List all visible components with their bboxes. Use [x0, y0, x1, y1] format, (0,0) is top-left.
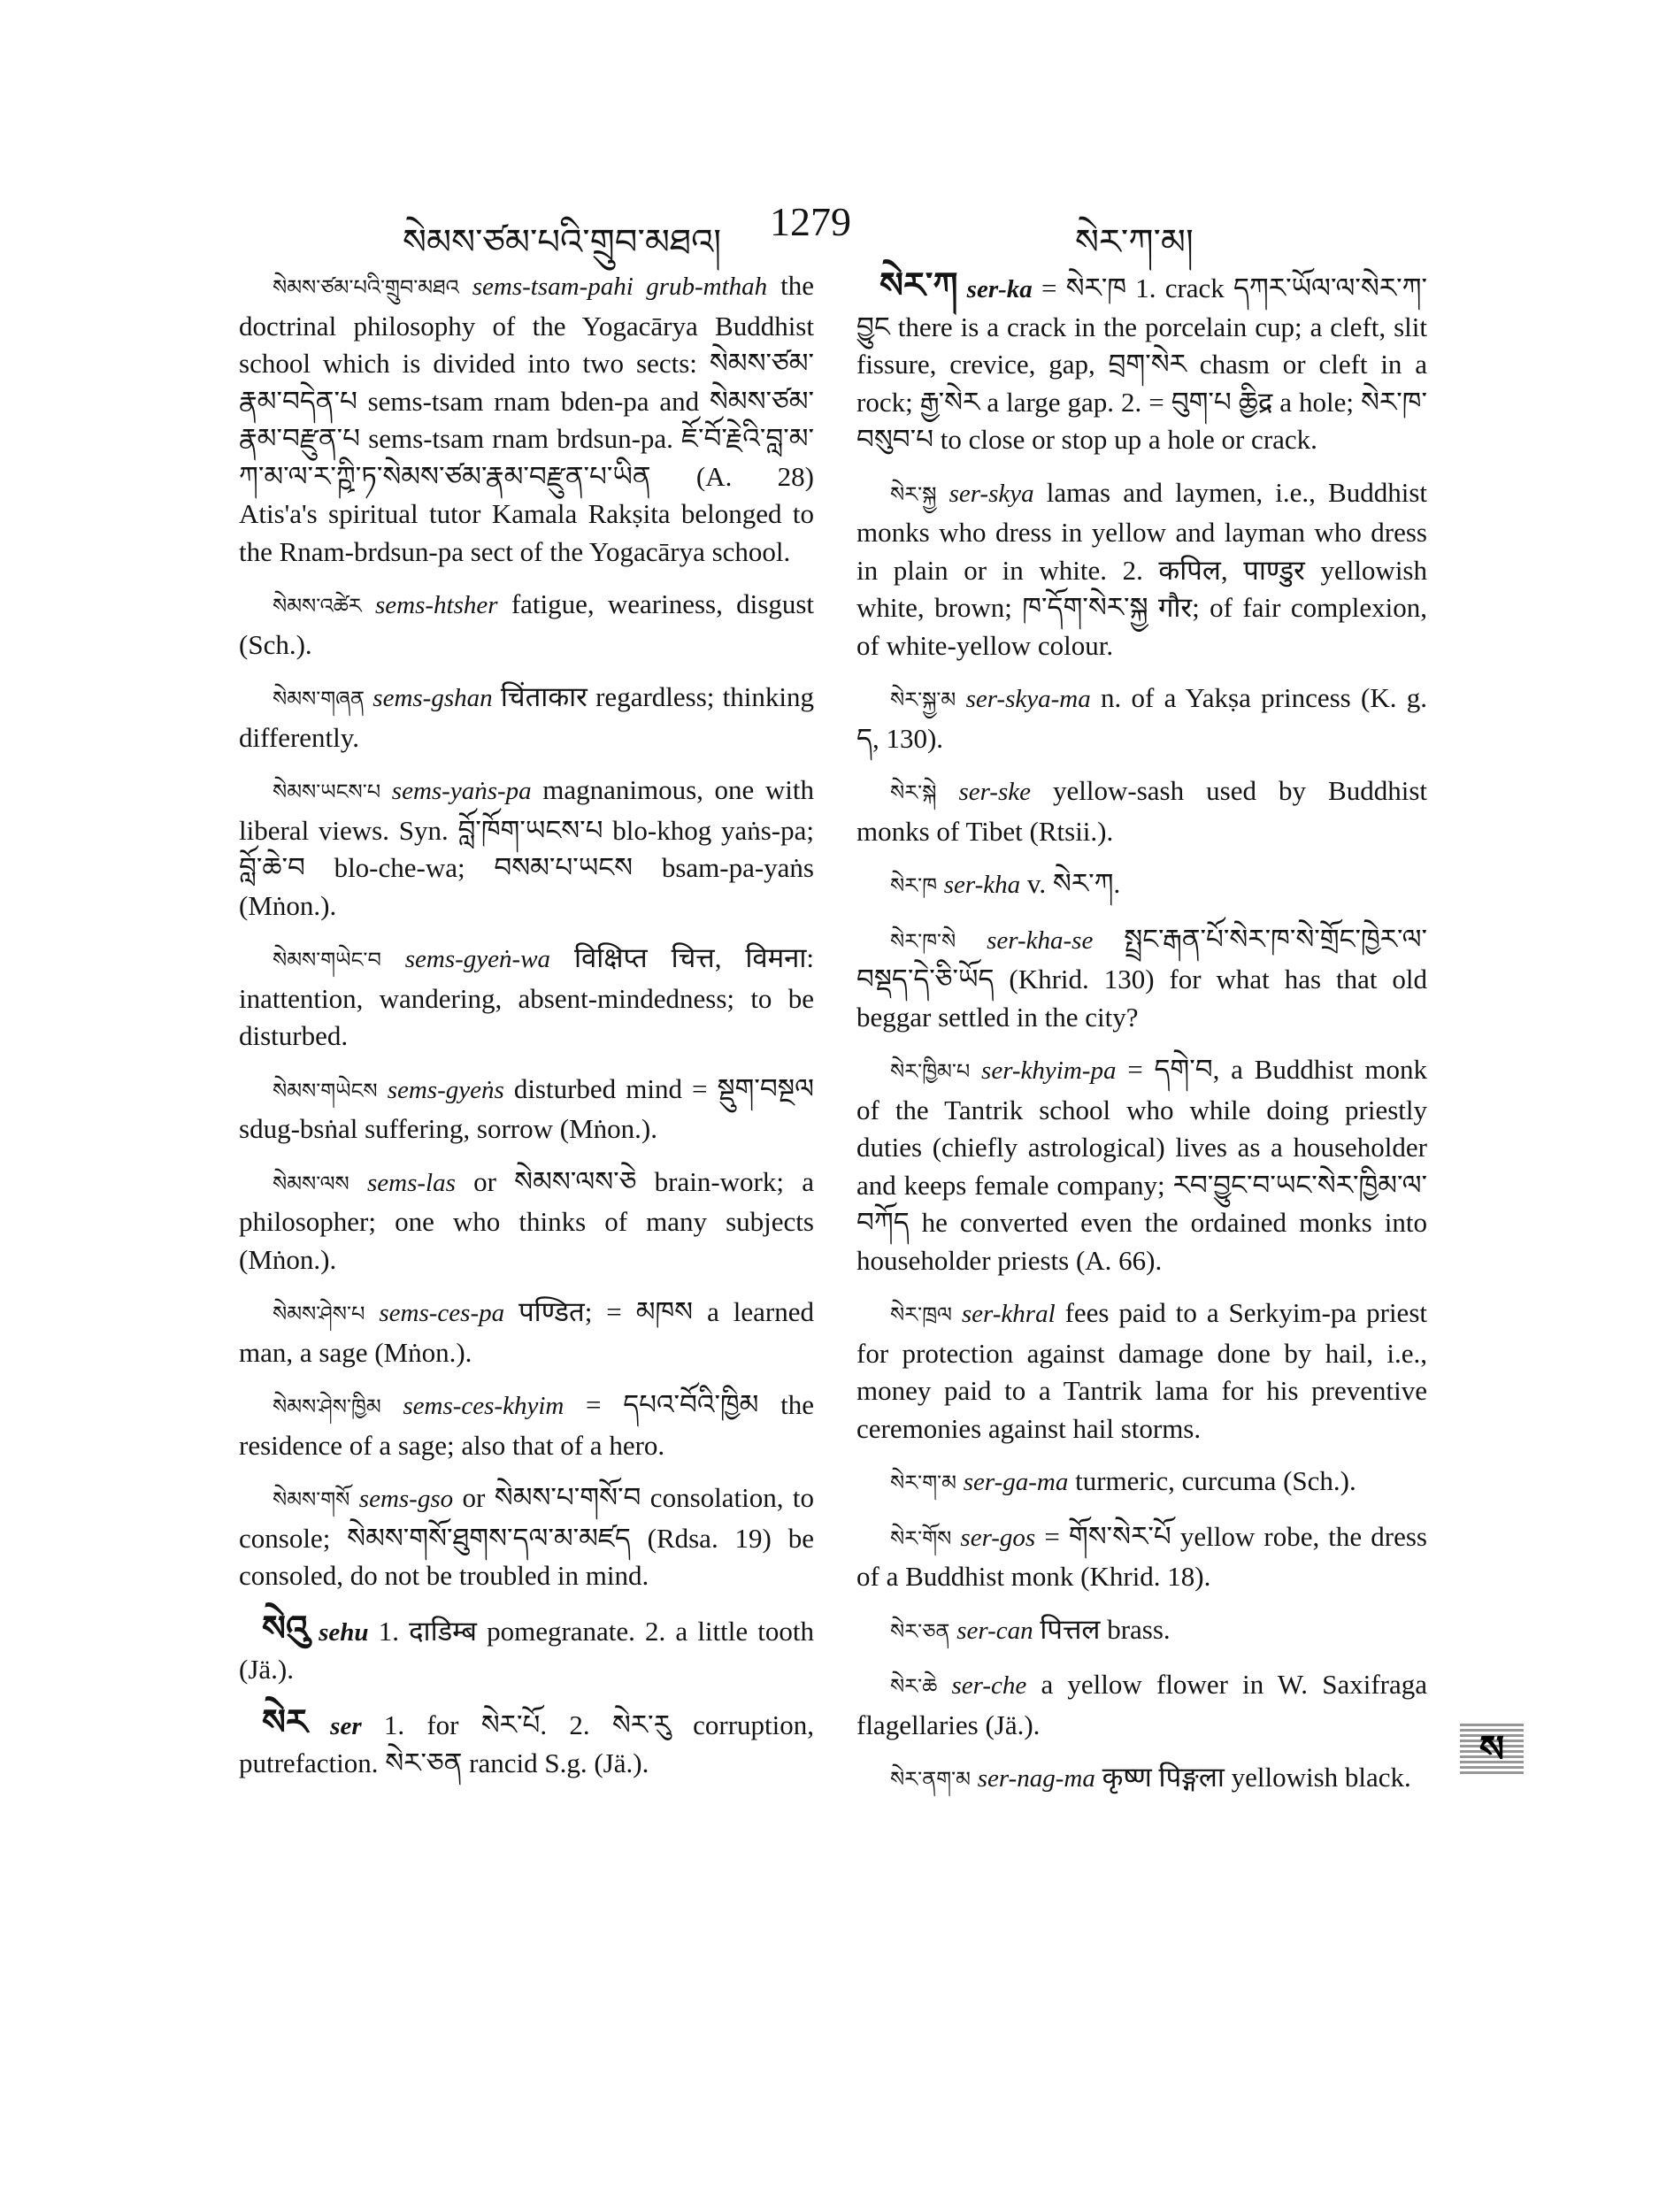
dictionary-entry	[239, 1386, 814, 1464]
entry-transliteration: ser-nag-ma	[977, 1764, 1095, 1793]
entry-transliteration: sehu	[319, 1617, 369, 1647]
dictionary-entry	[856, 772, 1427, 850]
thumb-index-tab	[1460, 1724, 1524, 1775]
entry-definition: fees paid to a Serkyim-pa priest for protection against damage done by hail, i.e., money paid to a Tantrik lama for his preventive ceremonies against hail storms.	[856, 1297, 1427, 1444]
entry-transliteration: ser-can	[956, 1616, 1033, 1645]
entry-transliteration: sems-gyeṅ-wa	[404, 945, 551, 973]
entry-headword: སེམས་ལས	[273, 1172, 349, 1196]
dictionary-entry	[239, 772, 814, 925]
entry-transliteration: sems-gso	[358, 1485, 454, 1513]
entry-headword: སེམས་ཤེས་ཁྱིམ	[273, 1396, 381, 1419]
entry-definition: विक्षिप्त चित्त, विमना: inattention, wandering, absent-mindedness; to be disturbed.	[239, 942, 814, 1051]
entry-headword: སེར་སྐྱ་མ	[890, 689, 956, 712]
entry-transliteration: ser-ga-ma	[963, 1468, 1069, 1496]
entry-definition: कृष्ण पिङ्गला yellowish black.	[1094, 1762, 1411, 1793]
entry-headword: སེམས་ཤེས་པ	[273, 1303, 365, 1326]
dictionary-entry	[239, 267, 814, 571]
entry-transliteration: sems-yaṅs-pa	[391, 777, 532, 805]
dictionary-entry	[239, 679, 814, 757]
header-left-title: སེམས་ཙམ་པའི་གྲུབ་མཐའ།	[403, 222, 722, 263]
entry-definition: चिंताकार regardless; thinking differently.	[239, 681, 815, 753]
dictionary-entry	[856, 921, 1427, 1037]
dictionary-entry	[856, 1051, 1427, 1279]
dictionary-entry	[856, 1759, 1427, 1800]
entry-definition: the doctrinal philosophy of the Yogacārya Buddhist school which is divided into two sects: སེམས་ཙམ་རྣམ་བདེན་པ sems-tsam rnam bden-pa and སེམས་ཙམ་རྣམ་བརྫུན་པ sems-tsam rnam brdsun-pa. ཇོ་བོ་རྗེའི་བླ་མ་ཀ་མ་ལ་ར་ཀྵི་ཏ་སེམས་ཙམ་རྣམ་བརྫུན་པ་ཡིན (A. 28) Atis'a's spiritual tutor Kamala Rakṣita belonged to the Rnam-brdsun-pa sect of the Yogacārya school.	[239, 270, 814, 567]
entry-headword: སེམས་གཞན	[273, 688, 365, 711]
entry-transliteration: ser-ske	[958, 778, 1031, 806]
entry-headword: སེམས་འཚེར	[273, 595, 362, 618]
entry-headword: སེའུ	[262, 1608, 309, 1648]
entry-definition: = དཔའ་བོའི་ཁྱིམ the residence of a sage; also that of a hero.	[239, 1389, 814, 1461]
entry-definition: = སེར་ཁ 1. crack དཀར་ཡོལ་ལ་སེར་ཀ་བྱུང there is a crack in the porcelain cup; a cleft, slit fissure, crevice, gap, བྲག་སེར chasm or cleft in a rock; རྒྱ་སེར a large gap. 2. = བུག་པ ཆྱིद्र a hole; སེར་ཁ་བསུབ་པ to close or stop up a hole or crack.	[856, 273, 1428, 455]
entry-definition: lamas and laymen, i.e., Buddhist monks who dress in yellow and layman who dress in plain or in white. 2. कपिल, पाण्डुर yellowish white, brown; ཁ་དོག་སེར་སྐྱ गौर; of fair complexion, of white-yellow colour.	[856, 476, 1428, 661]
entry-definition: སྤྲང་རྒན་པོ་སེར་ཁ་སེ་གྲོང་ཁྱེར་ལ་བསྡད་དེ་ཅི་ཡོད (Khrid. 130) for what has that old beggar settled in the city?	[856, 923, 1427, 1033]
entry-transliteration: sems-las	[366, 1168, 456, 1197]
entry-headword: སེར་ཁ་སེ	[890, 930, 956, 954]
entry-transliteration: ser-kha	[943, 871, 1021, 899]
entry-definition: = གོས་སེར་པོ yellow robe, the dress of a Buddhist monk (Khrid. 18).	[856, 1520, 1427, 1592]
entry-transliteration: ser-skya-ma	[965, 685, 1091, 713]
dictionary-entry	[856, 680, 1427, 757]
entry-definition: v. སེར་ཀ.	[1020, 868, 1121, 899]
dictionary-entry	[856, 1518, 1427, 1596]
entry-transliteration: sems-tsam-pahi grub-mthah	[472, 273, 768, 301]
dictionary-entry	[856, 1611, 1427, 1652]
dictionary-entry	[239, 1610, 814, 1689]
dictionary-entry	[856, 474, 1427, 665]
entry-transliteration: ser-che	[951, 1671, 1027, 1700]
entry-headword: སེམས་གསོ	[273, 1489, 350, 1512]
entry-headword: སེར	[262, 1701, 308, 1742]
entry-headword: སེར་ནག་མ	[890, 1769, 971, 1792]
entry-transliteration: ser	[330, 1711, 362, 1740]
entry-headword: སེར་ཅན	[890, 1620, 950, 1644]
entry-transliteration: ser-gos	[960, 1523, 1036, 1552]
header-right-title: སེར་ཀ་མ།	[1075, 222, 1194, 263]
entry-headword: སེར་ཆེ	[890, 1676, 938, 1699]
entry-headword: སེར་ཁྱིམ་པ	[890, 1061, 971, 1084]
entry-headword: སེམས་གཡེང་བ	[273, 949, 381, 972]
entry-transliteration: ser-kha-se	[987, 926, 1094, 955]
dictionary-entry	[239, 1701, 815, 1783]
entry-transliteration: ser-ka	[966, 275, 1033, 303]
entry-headword: སེར་ཁ	[890, 875, 937, 898]
dictionary-entry	[856, 1294, 1427, 1448]
page-header	[0, 199, 1659, 263]
entry-definition: magnanimous, one with liberal views. Syn. བློ་ཁོག་ཡངས་པ blo-khog yaṅs-pa; བློ་ཆེ་བ blo-che-wa; བསམ་པ་ཡངས bsam-pa-yaṅs (Mṅon.).	[239, 774, 814, 921]
entry-headword: སེམས་ཡངས་པ	[273, 781, 381, 804]
dictionary-entry	[856, 267, 1427, 459]
entry-transliteration: sems-ces-pa	[379, 1299, 505, 1327]
entry-definition: a yellow flower in W. Saxifraga flagellaries (Jä.).	[856, 1669, 1427, 1740]
entry-transliteration: sems-ces-khyim	[403, 1392, 565, 1420]
entry-definition: disturbed mind = སྡུག་བསྔལ sdug-bsṅal suffering, sorrow (Mṅon.).	[239, 1072, 814, 1144]
dictionary-entry	[856, 1666, 1427, 1744]
entry-definition: 1. for སེར་པོ. 2. སེར་རུ corruption, putrefaction. སེར་ཅན rancid S.g. (Jä.).	[239, 1709, 815, 1778]
entry-headword: སེར་སྐྱ	[890, 483, 937, 507]
entry-definition: or སེམས་ལས་ཅེ brain-work; a philosopher; one who thinks of many subjects (Mṅon.).	[239, 1165, 814, 1275]
dictionary-entry	[856, 1463, 1427, 1503]
dictionary-entry	[239, 1479, 814, 1595]
entry-definition: पित्तल brass.	[1033, 1613, 1171, 1645]
entry-headword: སེམས་ཙམ་པའི་གྲུབ་མཐའ	[273, 277, 459, 300]
right-column	[856, 267, 1427, 1815]
entry-definition: पण्डित; = མཁས a learned man, a sage (Mṅon.).	[239, 1296, 814, 1368]
entry-definition: turmeric, curcuma (Sch.).	[1068, 1465, 1356, 1496]
dictionary-entry	[239, 1164, 814, 1279]
entry-definition: 1. दाडिम्ब pomegranate. 2. a little tooth (Jä.).	[239, 1615, 815, 1685]
entry-transliteration: ser-skya	[949, 479, 1034, 508]
page-number: 1279	[770, 199, 851, 244]
dictionary-entry	[239, 1071, 814, 1148]
entry-transliteration: sems-gyeṅs	[387, 1075, 504, 1104]
entry-definition: or སེམས་པ་གསོ་བ consolation, to console; སེམས་གསོ་ཐུགས་དལ་མ་མཛད (Rdsa. 19) be consoled, do not be troubled in mind.	[239, 1482, 814, 1591]
entry-headword: སེར་ཀ	[879, 265, 958, 305]
thumb-index-letter: ས	[1460, 1724, 1524, 1775]
dictionary-entry	[239, 940, 814, 1056]
entry-definition: fatigue, weariness, disgust (Sch.).	[239, 588, 814, 660]
entry-transliteration: ser-khyim-pa	[981, 1056, 1117, 1085]
entry-definition: = དགེ་བ, a Buddhist monk of the Tantrik school who while doing priestly duties (chiefly astrological) lives as a householder and keeps female company; རབ་བྱུང་བ་ཡང་སེར་ཁྱིམ་ལ་བཀོད he converted even the ordained monks into householder priests (A. 66).	[856, 1054, 1427, 1276]
entry-headword: སེམས་གཡེངས	[273, 1079, 378, 1103]
left-column	[239, 267, 814, 1798]
dictionary-entry	[856, 865, 1427, 906]
entry-transliteration: ser-khral	[961, 1300, 1056, 1328]
entry-definition: yellow-sash used by Buddhist monks of Tibet (Rtsii.).	[856, 775, 1427, 847]
dictionary-entry	[239, 586, 814, 664]
entry-headword: སེར་ག་མ	[890, 1472, 956, 1495]
entry-headword: སེར་ཁྲལ	[890, 1304, 952, 1327]
entry-definition: n. of a Yakṣa princess (K. g. ད, 130).	[856, 682, 1428, 754]
entry-transliteration: sems-htsher	[375, 591, 498, 619]
dictionary-entry	[239, 1294, 814, 1371]
entry-transliteration: sems-gshan	[373, 684, 493, 712]
entry-headword: སེར་གོས	[890, 1527, 952, 1551]
entry-headword: སེར་སྐེ	[890, 782, 937, 805]
